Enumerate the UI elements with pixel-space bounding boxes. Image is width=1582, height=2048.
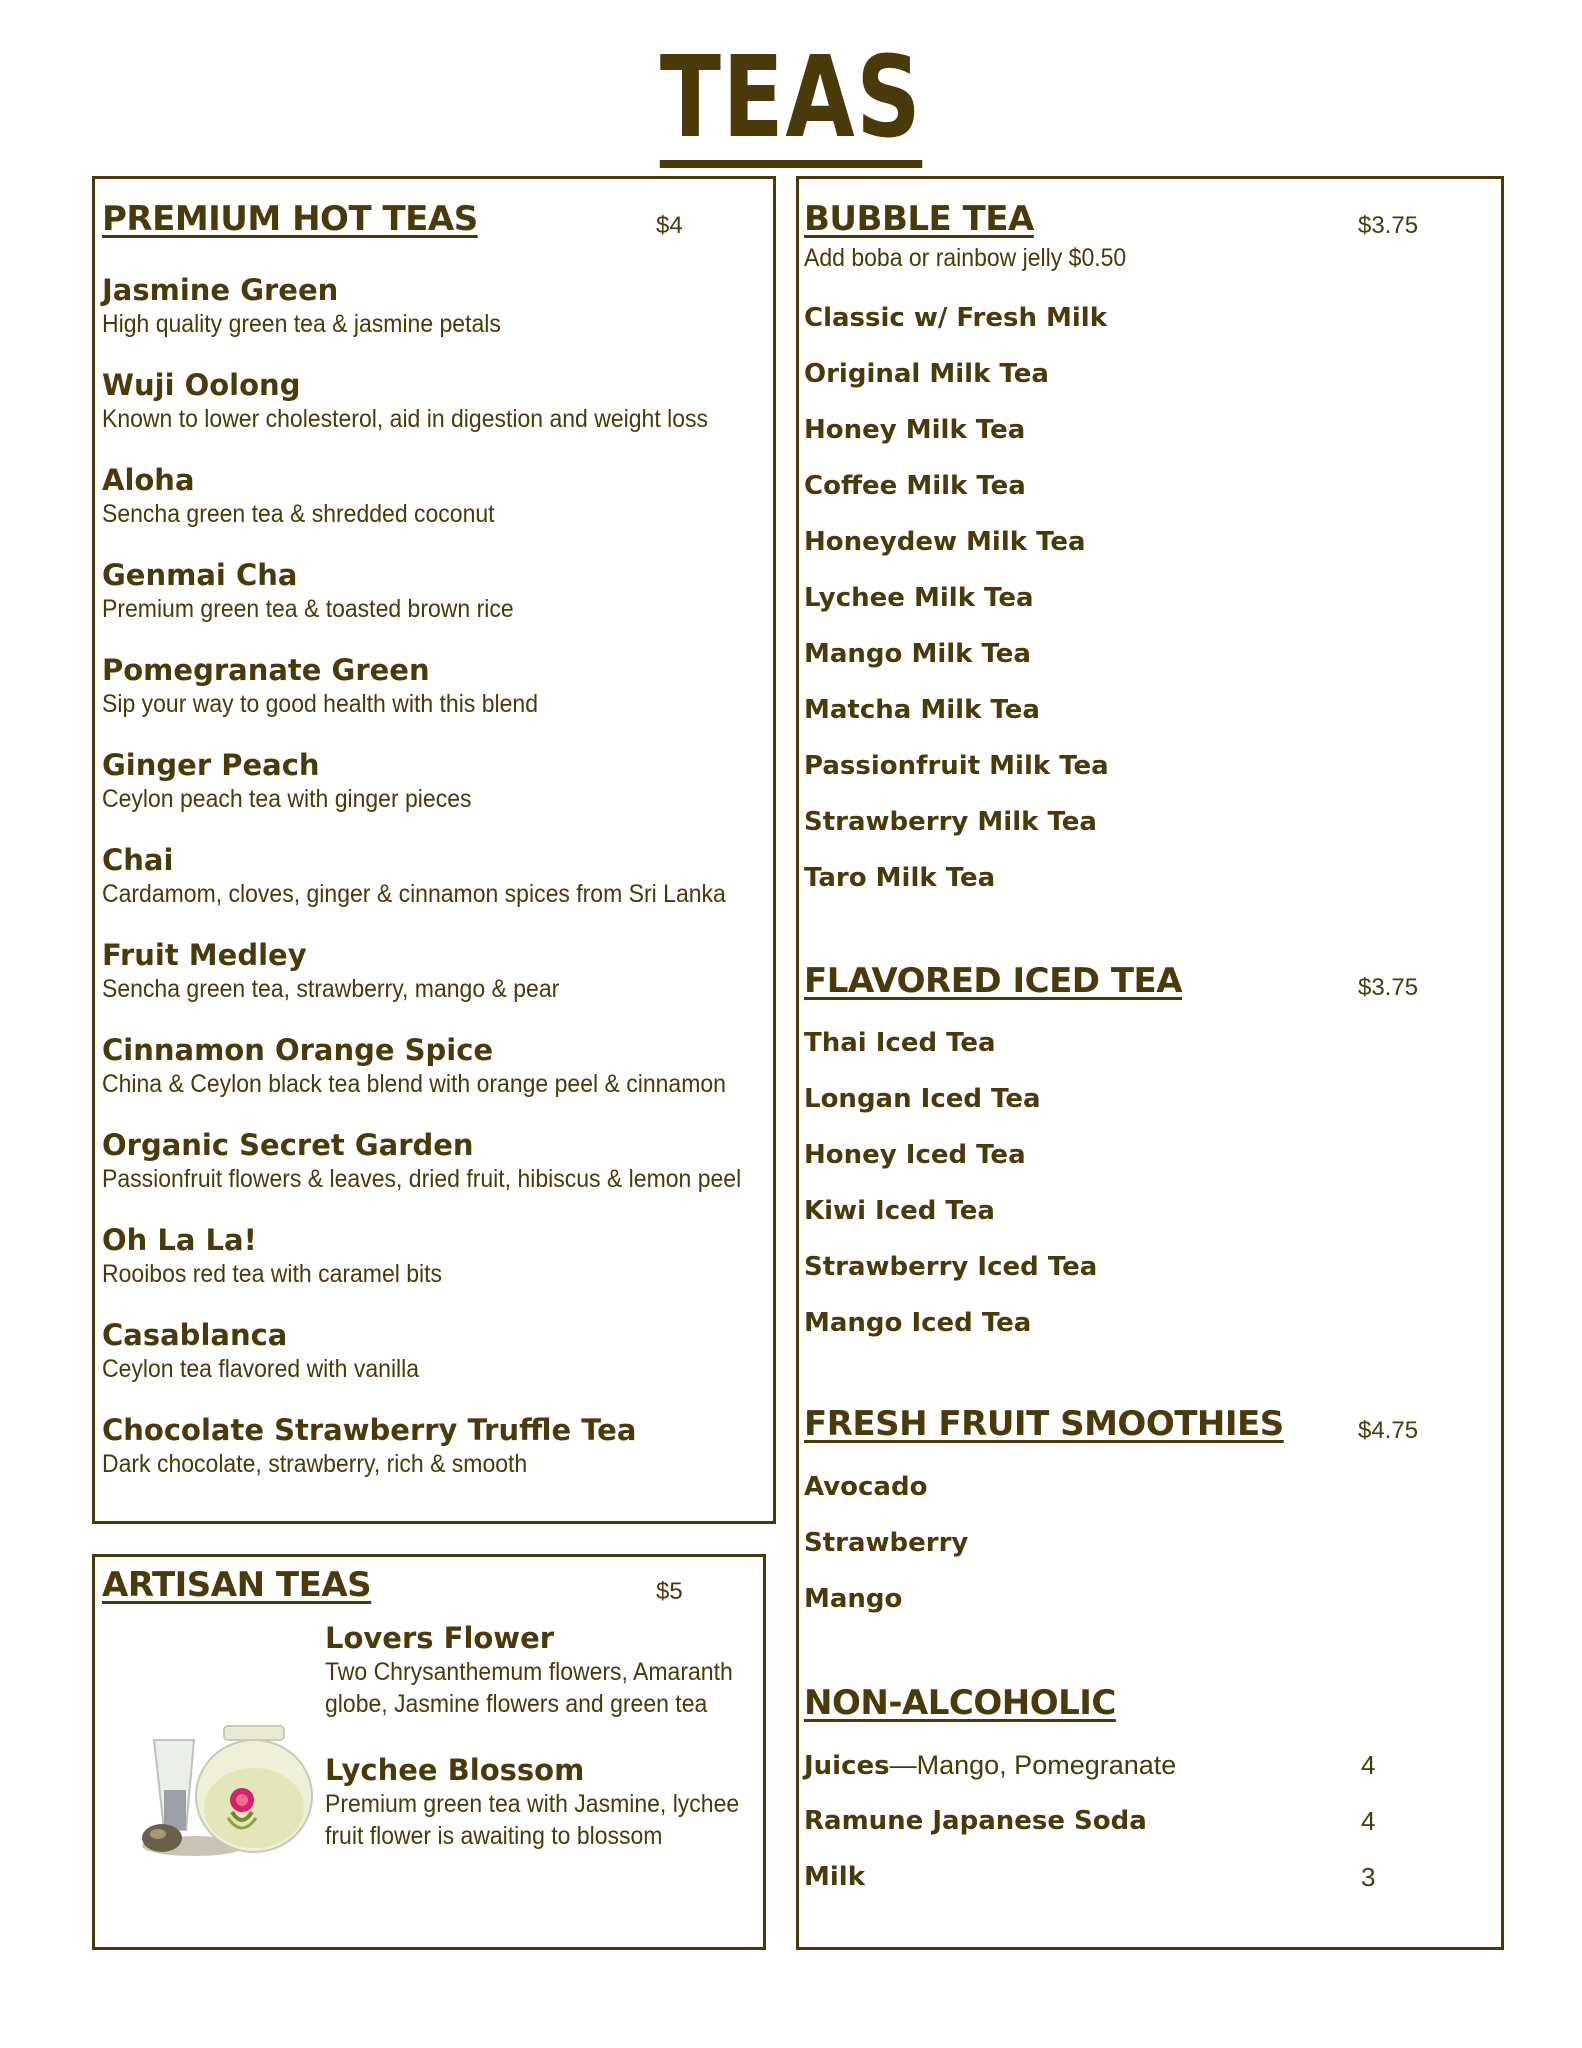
menu-item-name: Aloha: [102, 463, 195, 497]
smoothies-heading: FRESH FRUIT SMOOTHIES: [804, 1404, 1284, 1444]
menu-item-name: Wuji Oolong: [102, 368, 301, 402]
menu-item-name: Fruit Medley: [102, 938, 307, 972]
menu-item: [804, 1752, 1176, 1779]
menu-item: Taro Milk Tea: [804, 863, 996, 893]
menu-item-price: 3: [1361, 1862, 1376, 1892]
menu-item-desc: Premium green tea with Jasmine, lychee: [325, 1790, 740, 1818]
menu-item: Thai Iced Tea: [804, 1028, 996, 1058]
bubble-tea-heading: BUBBLE TEA: [804, 199, 1034, 239]
menu-item: Avocado: [804, 1472, 928, 1502]
menu-item-desc: Ceylon tea flavored with vanilla: [102, 1355, 420, 1383]
menu-item-desc: Dark chocolate, strawberry, rich & smooth: [102, 1450, 528, 1478]
menu-item: Lychee Milk Tea: [804, 583, 1034, 613]
menu-item: Mango Milk Tea: [804, 639, 1031, 669]
menu-item: Strawberry Milk Tea: [804, 807, 1097, 837]
menu-item: Original Milk Tea: [804, 359, 1049, 389]
menu-item-name: Oh La La!: [102, 1223, 257, 1257]
menu-item-name: Lychee Blossom: [325, 1753, 585, 1787]
menu-item-desc: Cardamom, cloves, ginger & cinnamon spices from Sri Lanka: [102, 880, 726, 908]
bubble-tea-note: Add boba or rainbow jelly $0.50: [804, 244, 1127, 272]
artisan-teas-heading: ARTISAN TEAS: [102, 1565, 372, 1605]
menu-item-detail: —Mango, Pomegranate: [889, 1750, 1177, 1780]
flavored-iced-tea-price: $3.75: [1358, 974, 1419, 1001]
menu-item: Strawberry Iced Tea: [804, 1252, 1098, 1282]
flavored-iced-tea-heading: FLAVORED ICED TEA: [804, 961, 1183, 1001]
menu-item: Classic w/ Fresh Milk: [804, 303, 1108, 333]
menu-item-name: Pomegranate Green: [102, 653, 430, 687]
menu-item-price: 4: [1361, 1750, 1376, 1780]
premium-hot-teas-price: $4: [656, 212, 683, 239]
flowering-tea-photo: [124, 1688, 324, 1874]
menu-item-desc: fruit flower is awaiting to blossom: [325, 1822, 663, 1850]
menu-item-desc: Sencha green tea, strawberry, mango & pear: [102, 975, 560, 1003]
menu-item-name: Cinnamon Orange Spice: [102, 1033, 494, 1067]
page-title: [0, 33, 1582, 168]
non-alcoholic-heading: NON-ALCOHOLIC: [804, 1683, 1116, 1723]
smoothies-price: $4.75: [1358, 1417, 1419, 1444]
menu-item: Coffee Milk Tea: [804, 471, 1026, 501]
menu-item-name: Genmai Cha: [102, 558, 298, 592]
menu-item-name: Lovers Flower: [325, 1621, 555, 1655]
menu-item: Honey Iced Tea: [804, 1140, 1026, 1170]
menu-item: Milk: [804, 1862, 865, 1892]
menu-item-name: Organic Secret Garden: [102, 1128, 474, 1162]
page-title-text: TEAS: [660, 42, 923, 168]
menu-item-name: Chai: [102, 843, 174, 877]
premium-hot-teas-heading: PREMIUM HOT TEAS: [102, 199, 478, 239]
menu-item-desc: Two Chrysanthemum flowers, Amaranth: [325, 1658, 733, 1686]
menu-item-desc: Premium green tea & toasted brown rice: [102, 595, 514, 623]
menu-item: Kiwi Iced Tea: [804, 1196, 995, 1226]
menu-item: Matcha Milk Tea: [804, 695, 1040, 725]
menu-item-name: Juices: [804, 1751, 890, 1781]
menu-item: Ramune Japanese Soda: [804, 1806, 1147, 1836]
menu-item-desc: Sencha green tea & shredded coconut: [102, 500, 495, 528]
menu-item-desc: Passionfruit flowers & leaves, dried fruit, hibiscus & lemon peel: [102, 1165, 742, 1193]
menu-item-desc: Known to lower cholesterol, aid in digestion and weight loss: [102, 405, 709, 433]
menu-item-name: Ginger Peach: [102, 748, 320, 782]
menu-item: Strawberry: [804, 1528, 969, 1558]
menu-item-desc: China & Ceylon black tea blend with orange peel & cinnamon: [102, 1070, 726, 1098]
menu-item: Mango: [804, 1584, 903, 1614]
menu-item: Mango Iced Tea: [804, 1308, 1032, 1338]
menu-item-desc: Ceylon peach tea with ginger pieces: [102, 785, 472, 813]
menu-item-desc: Sip your way to good health with this blend: [102, 690, 538, 718]
menu-item-desc: Rooibos red tea with caramel bits: [102, 1260, 443, 1288]
menu-item-desc: globe, Jasmine flowers and green tea: [325, 1690, 708, 1718]
menu-item: Honeydew Milk Tea: [804, 527, 1086, 557]
menu-item-price: 4: [1361, 1806, 1376, 1836]
bubble-tea-price: $3.75: [1358, 212, 1419, 239]
menu-item: Passionfruit Milk Tea: [804, 751, 1109, 781]
menu-item-name: Jasmine Green: [102, 273, 339, 307]
menu-item-desc: High quality green tea & jasmine petals: [102, 310, 501, 338]
menu-item: Longan Iced Tea: [804, 1084, 1041, 1114]
artisan-teas-price: $5: [656, 1578, 683, 1605]
menu-item-name: Chocolate Strawberry Truffle Tea: [102, 1413, 637, 1447]
menu-item: Honey Milk Tea: [804, 415, 1026, 445]
menu-item-name: Casablanca: [102, 1318, 288, 1352]
